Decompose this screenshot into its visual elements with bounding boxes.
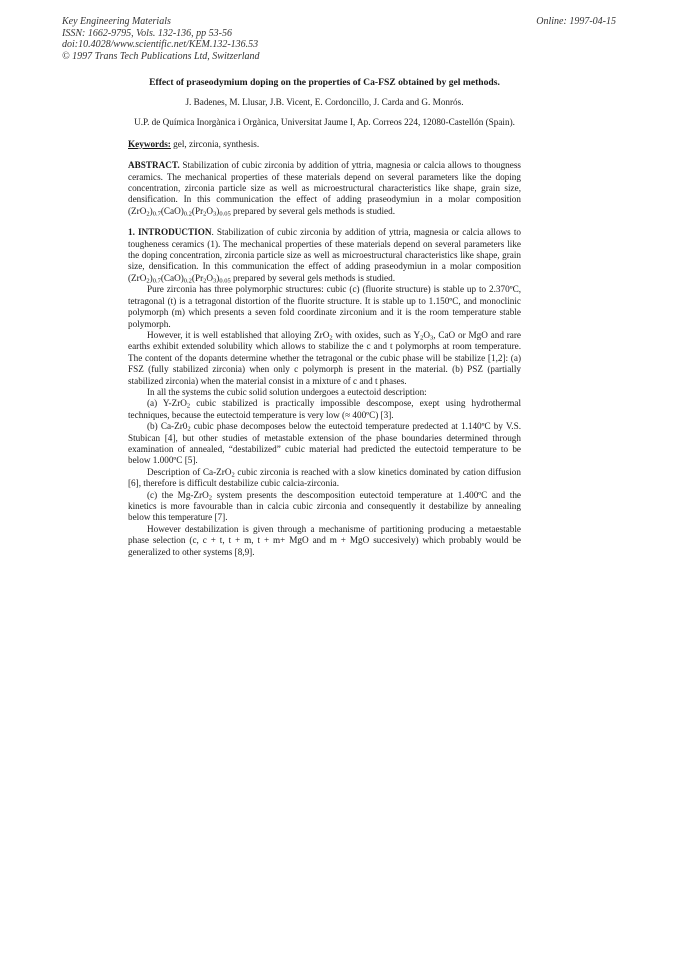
- composition-formula: $(ZrO_2)_{0.7}(CaO)_{0.2}(Pr_2O_3)_{0.05}$: [128, 205, 231, 218]
- paper-body: [128, 77, 521, 558]
- keywords-text: gel, zirconia, synthesis.: [170, 138, 260, 149]
- introduction-text: . Stabilization of cubic zirconia by addition of yttria, magnesia or calcia allows to tougheness ceramics (1). The mechanical properties of these materials depend on several parameters like the doping concentration, zirconia particle size as well as microestructural characteristics like shape, grain size, densification. In this communication the effect of adding praseodymiun in a molar composition: [128, 227, 521, 272]
- doi-line[interactable]: doi:10.4028/www.scientific.net/KEM.132-136.53: [62, 39, 259, 50]
- introduction-end: prepared by several gels methods is studied.: [230, 272, 396, 283]
- destabilization-paragraph: However destabilization is given through a mechanisme of partitioning producing a metaestable phase selection (c, c + t, t + m, t + m+ MgO and m + MgO succesively) which probably would be generalized to other systems [8,9].: [128, 523, 521, 557]
- mg-zro2-paragraph: (c) the Mg-ZrO$_2$ system presents the descomposition eutectoid temperature at 1.400ºC and the kinetics is more favourable than in calcia cubic zirconia and consequently it destabilize by annealing below this temperature [7].: [128, 489, 521, 523]
- copyright-line: © 1997 Trans Tech Publications Ltd, Switzerland: [62, 50, 260, 62]
- introduction-paragraph: [128, 227, 521, 284]
- composition-formula: $(ZrO_2)_{0.7}(CaO)_{0.2}(Pr_2O_3)_{0.05}$: [128, 272, 231, 285]
- keywords-label: Keywords:: [128, 138, 171, 149]
- eutectoid-paragraph: In all the systems the cubic solid solution undergoes a eutectoid description:: [147, 386, 427, 397]
- polymorph-paragraph: Pure zirconia has three polymorphic structures: cubic (c) (fluorite structure) is stable up to 2.370ºC, tetragonal (t) is a tetragonal distortion of the fluorite structure. It is stable up to 1.150ºC, and monoclinic polymorph (m) which presents a seven fold coordinate zirconium and it is the room temperature stable polymorph.: [128, 284, 521, 329]
- journal-name: Key Engineering Materials: [62, 16, 171, 27]
- abstract-label: ABSTRACT.: [128, 160, 180, 171]
- abstract-end: prepared by several gels methods is studied.: [230, 205, 396, 216]
- publication-metadata: [62, 16, 260, 62]
- introduction-heading: 1. INTRODUCTION: [128, 227, 212, 238]
- alloying-paragraph: However, it is well established that alloying ZrO$_2$ with oxides, such as $Y_2O_3$, CaO or MgO and rare earths exhibit extended solubility which allows to stabilize the c and t polymorphs at room temperature. The content of the dopants determine whether the tetragonal or the cubic phase will be stabilize [1,2]: (a) FSZ (fully stabilized zirconia) when only c polymorph is present in the material. (b) PSZ (partially stabilized zirconia) when the material consist in a mixture of c and t phases.: [128, 329, 522, 386]
- author-list: J. Badenes, M. Llusar, J.B. Vicent, E. Cordoncillo, J. Carda and G. Monrós.: [185, 97, 464, 107]
- keywords: [128, 139, 521, 150]
- y-zro2-paragraph: (a) Y-ZrO$_2$ cubic stabilized is practically impossible descompose, exept using hydrothermal techniques, because the eutectoid temperature is very low (≈ 400ºC) [3].: [128, 398, 521, 420]
- description-paragraph: Description of Ca-ZrO$_2$ cubic zirconia is reached with a slow kinetics dominated by cation diffusion [6], therefore is difficult destabilize cubic calcia-zirconia.: [128, 466, 521, 489]
- affiliation: U.P. de Química Inorgànica i Orgànica, Universitat Jaume I, Ap. Correos 224, 12080-Castellón (Spain).: [134, 117, 515, 128]
- abstract: [128, 160, 521, 217]
- issn-line: ISSN: 1662-9795, Vols. 132-136, pp 53-56: [62, 27, 232, 39]
- ca-zro2-paragraph: (b) $Ca-Zr0_2$ cubic phase decomposes below the eutectoid temperature predected at 1.140ºC by V.S. Stubican [4], but other studies of metastable extension of the phase boundaries determined through examination of annealed, “destabilized” cubic material had predicted the eutectoid temperature to be below 1.000ºC [5].: [128, 421, 521, 466]
- paper-title: Effect of praseodymium doping on the properties of Ca-FSZ obtained by gel methods.: [149, 77, 500, 88]
- abstract-text: Stabilization of cubic zirconia by addition of yttria, magnesia or calcia allows to thougness ceramics. The mechanical properties of these materials depend on several parameters like the doping concentration, zirconia particle size as well as microestructural characteristics like shape, grain size, densification. In this communication the effect of adding praseodymiun in a molar composition: [128, 160, 521, 205]
- online-date: Online: 1997-04-15: [536, 16, 616, 27]
